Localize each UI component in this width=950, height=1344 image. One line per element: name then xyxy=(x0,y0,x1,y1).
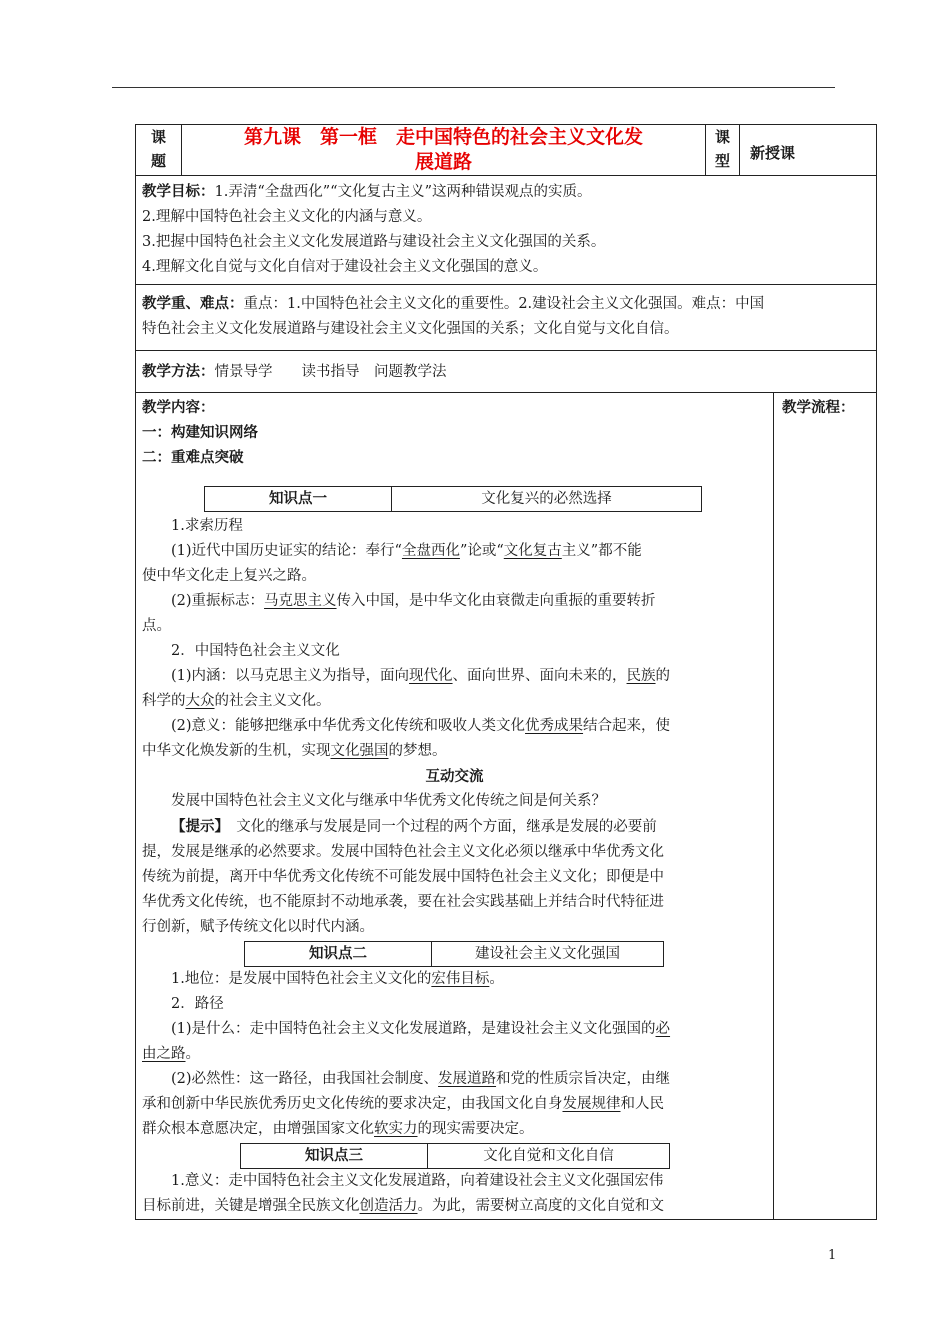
knowledge-point-3-box xyxy=(240,1143,670,1169)
teaching-objectives: 教学目标：1.弄清“全盘西化”“文化复古主义”这两种错误观点的实质。 2.理解中国特色社会主义文化的内涵与意义。 3.把握中国特色社会主义文化发展道路与建设社会主义文化强国的关系。 4.理解文化自觉与文化自信对于建设社会主义文化强国的意义。 xyxy=(136,176,877,285)
teaching-content: 教学内容： 一：构建知识网络 二：重难点突破 知识点一 文化复兴的必然选择 1.求索历程 (1)近代中国历史证实的结论：奉行“全盘西化”论或“文化复古主义”都不能 使中华文化走上复兴之路。 (2)重振标志：马克思主义传入中国，是中华文化由衰微走向重振的重要转折 点。 2．中国特色社会主义文化 (1)内涵：以马克思主义为指导，面向现代化、面向世界、面向未来的，民族的 科学的大众的社会主义文化。 (2)意义：能够把继承中华优秀文化传统和吸收人类文化优秀成果结合起来，使 中华文化焕发新的生机，实现文化强国的梦想。 互动交流 发展中国特色社会主义文化与继承中华优秀文化传统之间是何关系？ 【提示】 文化的继承与发展是同一个过程的两个方面，继承是发展的必要前 提，发展是继承的必然要求。发展中国特色社会主义文化必须以继承中华优秀文化 传统为前提，离开中华优秀文化传统不可能发展中国特色社会主义文化；即便是中 华优秀文化传统，也不能原封不动地承袭，要在社会实践基础上并结合时代特征进 行创新，赋予传统文化以时代内涵。 知识点二 建设社会主义文化强国 1.地位：是发展中国特色社会主义文化的宏伟目标。 2．路径 (1)是什么：走中国特色社会主义文化发展道路，是建设社会主义文化强国的必 由之路。 (2)必然性：这一路径，由我国社会制度、发展道路和党的性质宗旨决定，由继 承和创新中华民族优秀历史文化传统的要求决定，由我国文化自身发展规律和人民 群众根本意愿决定，由增强国家文化软实力的现实需要决定。 知识点三 文化自觉和文化自信 1.意义：走中国特色社会主义文化发展道路，向着建设社会主义文化强国宏伟 目标前进，关键是增强全民族文化创造活力。为此，需要树立高度的文化自觉和文 xyxy=(136,393,774,1220)
kp1-para-2: (2)重振标志：马克思主义传入中国，是中华文化由衰微走向重振的重要转折 xyxy=(171,593,656,609)
lesson-plan-table xyxy=(135,124,877,1220)
knowledge-point-1-box xyxy=(204,486,702,512)
ke-xing-value: 新授课 xyxy=(740,125,877,176)
lesson-title: 第九课 第一框 走中国特色的社会主义文化发 展道路 xyxy=(182,125,706,176)
interaction-tip: 【提示】 文化的继承与发展是同一个过程的两个方面，继承是发展的必要前 xyxy=(171,818,657,835)
teaching-methods: 教学方法：情景导学 读书指导 问题教学法 xyxy=(136,351,877,393)
kp1-title: 文化复兴的必然选择 xyxy=(392,487,702,512)
content-row xyxy=(136,393,877,1220)
kp2-para-3: (2)必然性：这一路径，由我国社会制度、发展道路和党的性质宗旨决定，由继 xyxy=(171,1071,671,1087)
ke-ti-label: 课 题 xyxy=(136,125,182,176)
page-number: 1 xyxy=(828,1248,837,1263)
title-row xyxy=(136,125,877,176)
interaction-question: 发展中国特色社会主义文化与继承中华优秀文化传统之间是何关系？ xyxy=(171,793,606,809)
key-points-row xyxy=(136,285,877,351)
objectives-row xyxy=(136,176,877,285)
kp2-para-1: 1.地位：是发展中国特色社会主义文化的宏伟目标。 xyxy=(171,971,504,987)
methods-row xyxy=(136,351,877,393)
kp3-para-1: 1.意义：走中国特色社会主义文化发展道路，向着建设社会主义文化强国宏伟 xyxy=(171,1173,664,1189)
kp1-para-4: (2)意义：能够把继承中华优秀文化传统和吸收人类文化优秀成果结合起来，使 xyxy=(171,718,671,734)
knowledge-point-2-box xyxy=(244,941,664,967)
kp3-name: 知识点三 xyxy=(241,1144,428,1169)
key-difficult-points: 教学重、难点：重点：1.中国特色社会主义文化的重要性。2.建设社会主义文化强国。难点：中国 特色社会主义文化发展道路与建设社会主义文化强国的关系；文化自觉与文化自信。 xyxy=(136,285,877,351)
kp2-name: 知识点二 xyxy=(245,942,432,967)
ke-xing-label: 课 型 xyxy=(706,125,740,176)
kp2-para-2: (1)是什么：走中国特色社会主义文化发展道路，是建设社会主义文化强国的必 xyxy=(171,1021,671,1037)
kp1-para-3: (1)内涵：以马克思主义为指导，面向现代化、面向世界、面向未来的，民族的 xyxy=(171,668,671,684)
teaching-flow: 教学流程： xyxy=(774,393,877,1220)
kp1-name: 知识点一 xyxy=(205,487,392,512)
interaction-heading: 互动交流 xyxy=(425,768,484,785)
kp1-para-1: (1)近代中国历史证实的结论：奉行“全盘西化”论或“文化复古主义”都不能 xyxy=(171,543,642,559)
kp2-title: 建设社会主义文化强国 xyxy=(432,942,664,967)
header-rule xyxy=(112,87,835,88)
kp3-title: 文化自觉和文化自信 xyxy=(428,1144,670,1169)
